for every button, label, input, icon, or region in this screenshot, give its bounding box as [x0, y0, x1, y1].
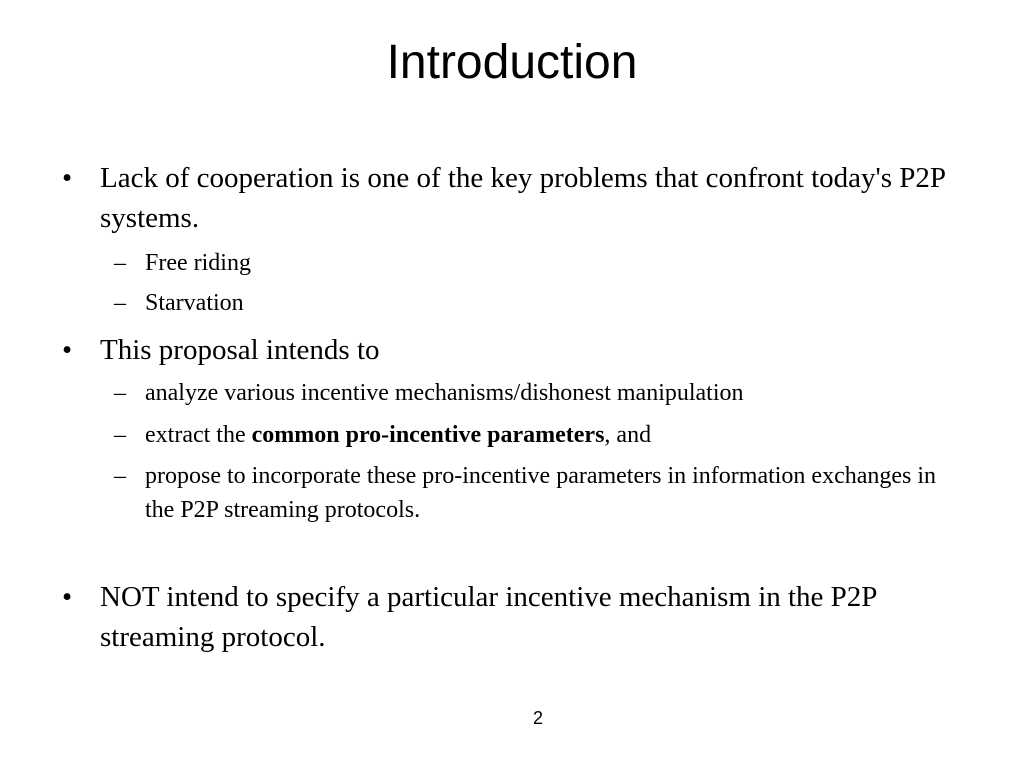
sub-bullet-marker: –: [114, 463, 126, 489]
bullet-text: NOT intend to specify a particular incentive mechanism in the P2P streaming protocol.: [100, 581, 877, 653]
bullet-proposal-intends: [62, 330, 967, 370]
sub-bullet-marker: –: [114, 380, 126, 406]
bullet-text: Lack of cooperation is one of the key problems that confront today's P2P systems.: [100, 162, 945, 234]
sub-bullet-text-bold: common pro-incentive parameters: [251, 422, 605, 448]
sub-bullet-free-riding: [114, 246, 944, 280]
sub-bullet-text: Starvation: [145, 290, 244, 316]
sub-bullet-extract: [114, 418, 944, 452]
bullet-lack-of-cooperation: [62, 158, 967, 238]
sub-bullet-marker: –: [114, 290, 126, 316]
bullet-not-intend: [62, 577, 967, 657]
page-number: 2: [532, 708, 543, 728]
sub-bullet-text-lead: extract the: [145, 422, 252, 448]
sub-bullet-marker: –: [114, 250, 126, 276]
sub-bullet-text: Free riding: [145, 250, 251, 276]
sub-bullet-marker: –: [114, 422, 126, 448]
sub-bullet-starvation: [114, 286, 944, 320]
sub-bullet-text: propose to incorporate these pro-incentive parameters in information exchanges in the P2P streaming protocols.: [145, 463, 937, 523]
sub-bullet-analyze: [114, 376, 944, 410]
sub-bullet-text-tail: , and: [604, 422, 652, 448]
sub-bullet-text: analyze various incentive mechanisms/dishonest manipulation: [145, 380, 744, 406]
sub-bullet-text: [145, 418, 944, 452]
bullet-text: This proposal intends to: [100, 334, 380, 366]
bullet-marker: •: [62, 334, 73, 366]
slide-title: Introduction: [386, 36, 638, 89]
bullet-marker: •: [62, 581, 73, 613]
sub-bullet-propose: [114, 459, 944, 527]
bullet-marker: •: [62, 162, 73, 194]
